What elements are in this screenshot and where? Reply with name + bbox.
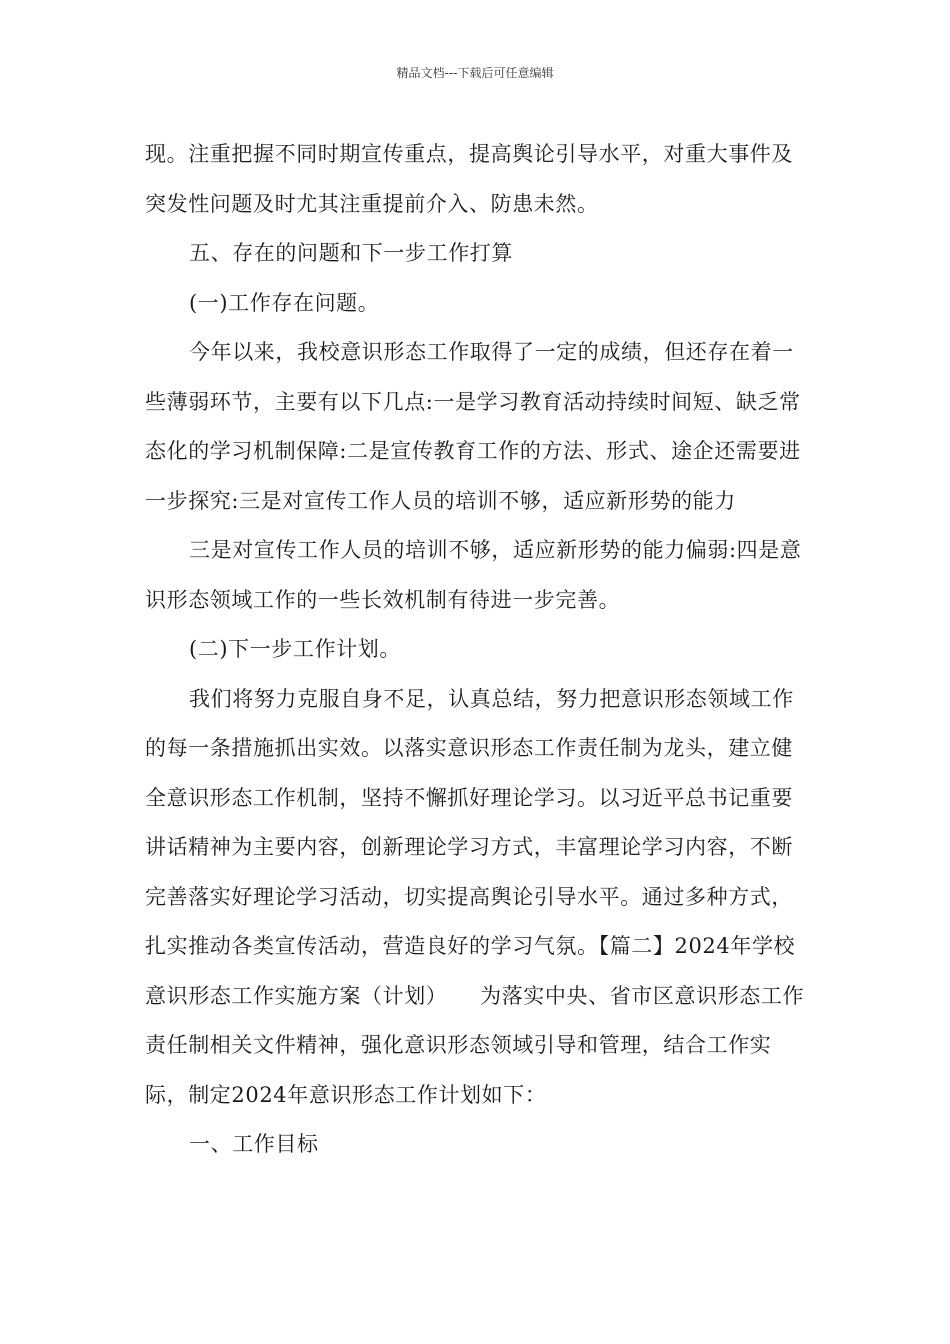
paragraph-next-plan-detail: 我们将努力克服自身不足，认真总结，努力把意识形态领域工作的每一条措施抓出实效。以落实意识形态工作责任制为龙头，建立健全意识形态工作机制，坚持不懈抓好理论学习。以习近平总书记重要讲话精神为主要内容，创新理论学习方式，丰富理论学习内容，不断完善落实好理论学习活动，切实提高舆论引导水平。通过多种方式，扎实推动各类宣传活动，营造良好的学习气氛。【篇二】2024年学校意识形态工作实施方案（计划） 为落实中央、省市区意识形态工作责任制相关文件精神，强化意识形态领域引导和管理，结合工作实际，制定2024年意识形态工作计划如下： xyxy=(145,686,805,1107)
paragraph-continuation: 现。注重把握不同时期宣传重点，提高舆论引导水平，对重大事件及突发性问题及时尤其注重提前介入、防患未然。 xyxy=(145,142,793,216)
subheading-next-plan: (二)下一步工作计划。 xyxy=(189,637,401,661)
paragraph-problems-continued: 三是对宣传工作人员的培训不够，适应新形势的能力偏弱:四是意识形态领域工作的一些长效机制有待进一步完善。 xyxy=(145,538,802,612)
section-heading-goals: 一、工作目标 xyxy=(189,1132,319,1156)
subheading-existing-problems: (一)工作存在问题。 xyxy=(189,290,380,315)
paragraph-problems-detail: 今年以来，我校意识形态工作取得了一定的成绩，但还存在着一些薄弱环节，主要有以下几点:一是学习教育活动持续时间短、缺乏常态化的学习机制保障:二是宣传教育工作的方法、形式、途企还需要进一步探究:三是对宣传工作人员的培训不够，适应新形势的能力 xyxy=(145,340,801,513)
page-header: 精品文档---下载后可任意编辑 xyxy=(396,66,554,80)
section-heading-problems: 五、存在的问题和下一步工作打算 xyxy=(189,241,513,265)
document-body xyxy=(145,130,810,1170)
